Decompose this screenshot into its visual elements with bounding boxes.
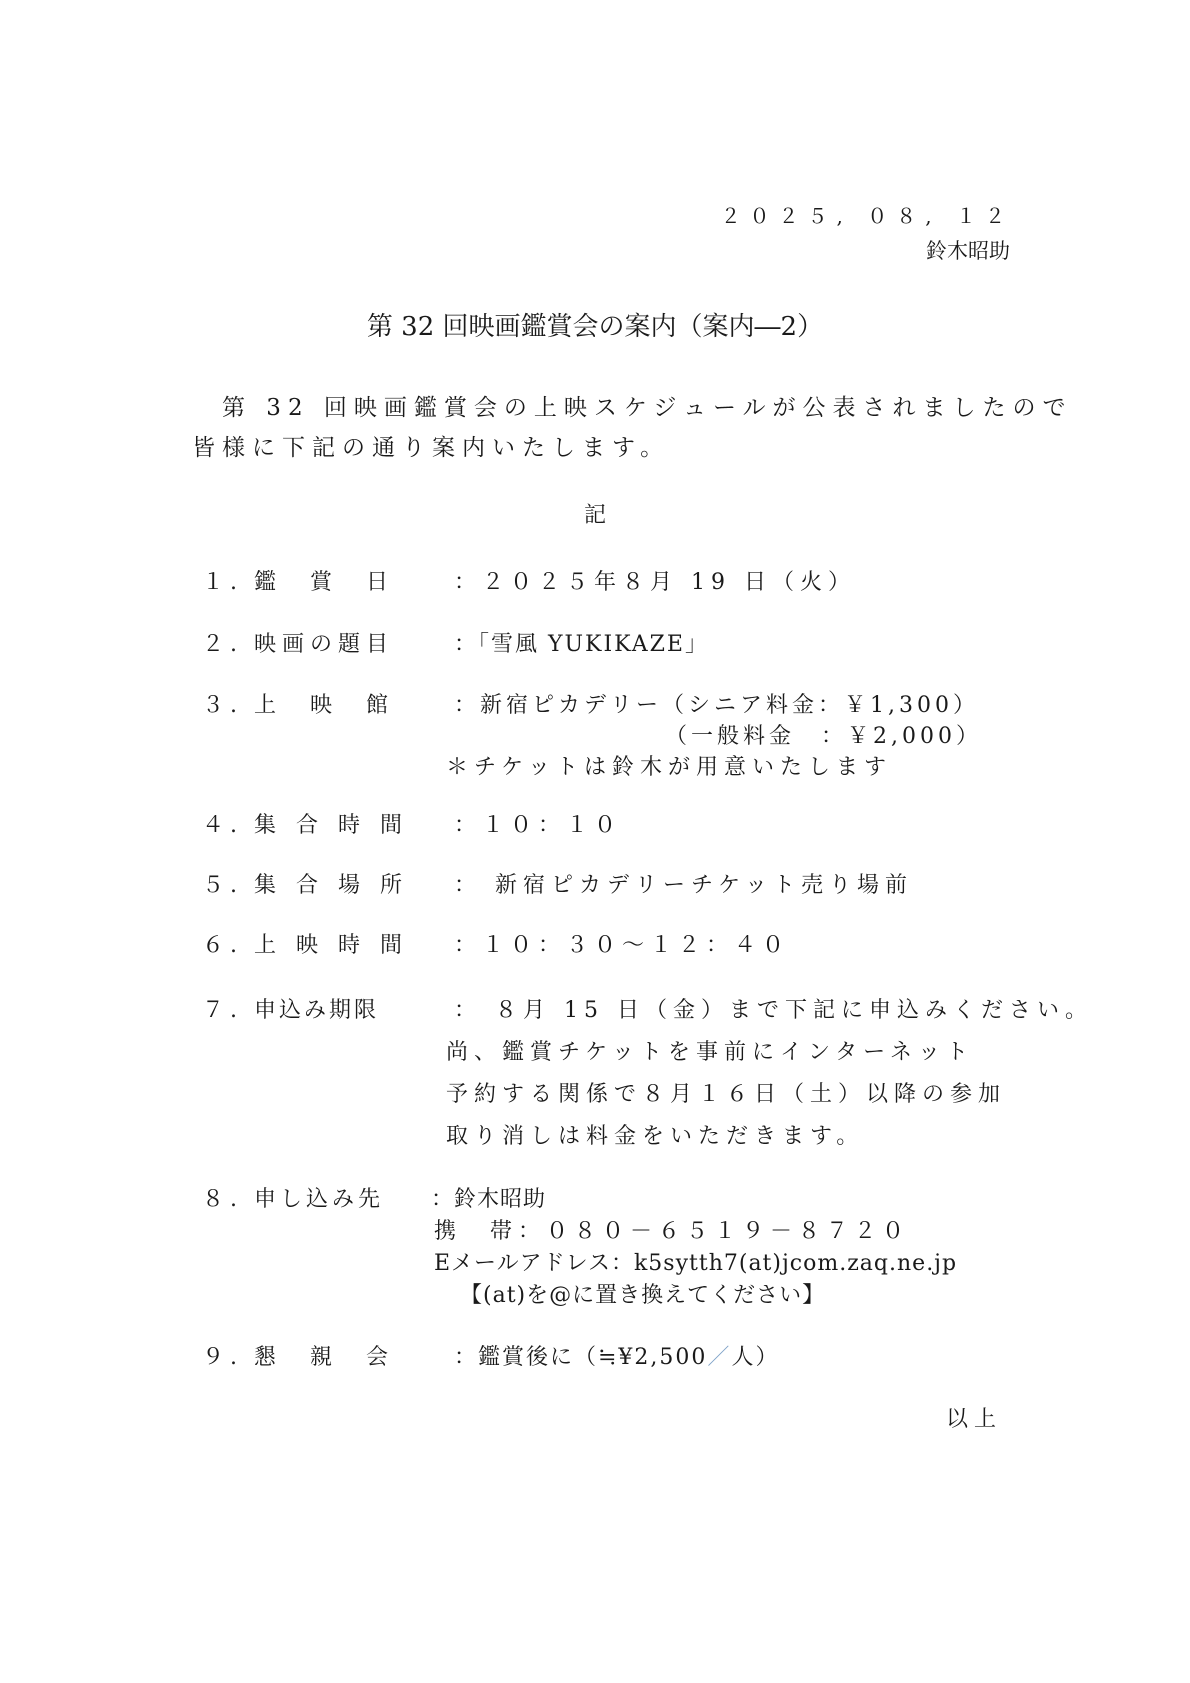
item-value: ：１０：１０ xyxy=(454,813,623,838)
item-value: ：新宿ピカデリー（シニア料金：￥1,300） xyxy=(454,693,979,718)
item-value: ：１０：３０～１２：４０ xyxy=(454,933,791,958)
intro-paragraph xyxy=(192,388,1073,468)
document-author: 鈴木昭助 xyxy=(926,239,1010,263)
deadline-note-line-1: 尚、鑑賞チケットを事前にインターネット xyxy=(446,1040,975,1065)
item-viewing-date xyxy=(202,565,856,596)
item-number: ２. xyxy=(202,632,243,657)
item-number: ７. xyxy=(202,998,243,1023)
item-value: ：鈴木昭助 xyxy=(431,1187,547,1212)
item-number: ９. xyxy=(202,1345,243,1370)
item-value: ： 新宿ピカデリーチケット売り場前 xyxy=(454,873,914,898)
intro-line-2: 皆様に下記の通り案内いたします。 xyxy=(192,435,671,461)
item-label: 鑑 賞 日 xyxy=(254,570,395,595)
item-value-end: 人） xyxy=(731,1345,780,1370)
item-label: 申込み期限 xyxy=(254,998,380,1023)
per-person-slash: ／ xyxy=(707,1345,732,1370)
closing-text: 以上 xyxy=(945,1407,1002,1432)
theater-general-price: （一般料金 ：￥2,000） xyxy=(665,724,982,749)
item-value: ：「雪風 YUKIKAZE」 xyxy=(454,632,709,657)
item-label: 上映時間 xyxy=(254,933,423,958)
contact-phone: 携 帯：０８０－６５１９－８７２０ xyxy=(434,1219,911,1244)
theater-ticket-note: ＊チケットは鈴木が用意いたします xyxy=(446,755,893,780)
item-social-gathering xyxy=(202,1340,779,1371)
item-label: 上 映 館 xyxy=(254,693,395,718)
intro-line-1: 第 32 回映画鑑賞会の上映スケジュールが公表されましたので xyxy=(222,395,1073,421)
item-meeting-place xyxy=(202,868,913,899)
deadline-note-line-2: 予約する関係で８月１６日（土）以降の参加 xyxy=(446,1082,1007,1107)
item-value: ：鑑賞後に（≒¥2,500 xyxy=(454,1345,708,1370)
item-value: ：２０２５年８月 19 日（火） xyxy=(454,570,856,595)
item-number: ３. xyxy=(202,693,243,718)
item-theater xyxy=(202,688,979,719)
deadline-note-line-3: 取り消しは料金をいただきます。 xyxy=(446,1124,865,1149)
item-meeting-time xyxy=(202,808,622,839)
item-number: ８. xyxy=(202,1187,243,1212)
document-date: ２０２５, ０８, １２ xyxy=(720,204,1014,228)
item-number: ６. xyxy=(202,933,243,958)
item-label: 申し込み先 xyxy=(254,1187,385,1212)
item-label: 懇 親 会 xyxy=(254,1345,395,1370)
contact-email-note: 【(at)を@に置き換えてください】 xyxy=(460,1283,826,1308)
item-number: １. xyxy=(202,570,243,595)
item-number: ４. xyxy=(202,813,243,838)
item-screening-time xyxy=(202,928,790,959)
document-title: 第 32 回映画鑑賞会の案内（案内―2） xyxy=(366,312,824,342)
item-label: 集合時間 xyxy=(254,813,423,838)
item-number: ５. xyxy=(202,873,243,898)
item-value: ： ８月 15 日（金）まで下記に申込みください。 xyxy=(454,998,1093,1023)
contact-email: Eメールアドレス：k5sytth7(at)jcom.zaq.ne.jp xyxy=(434,1251,958,1276)
ki-heading: 記 xyxy=(583,503,606,528)
item-movie-title xyxy=(202,627,709,658)
item-application-deadline xyxy=(202,993,1093,1024)
item-label: 映画の題目 xyxy=(254,632,395,657)
item-contact xyxy=(202,1182,546,1213)
item-label: 集合場所 xyxy=(254,873,423,898)
